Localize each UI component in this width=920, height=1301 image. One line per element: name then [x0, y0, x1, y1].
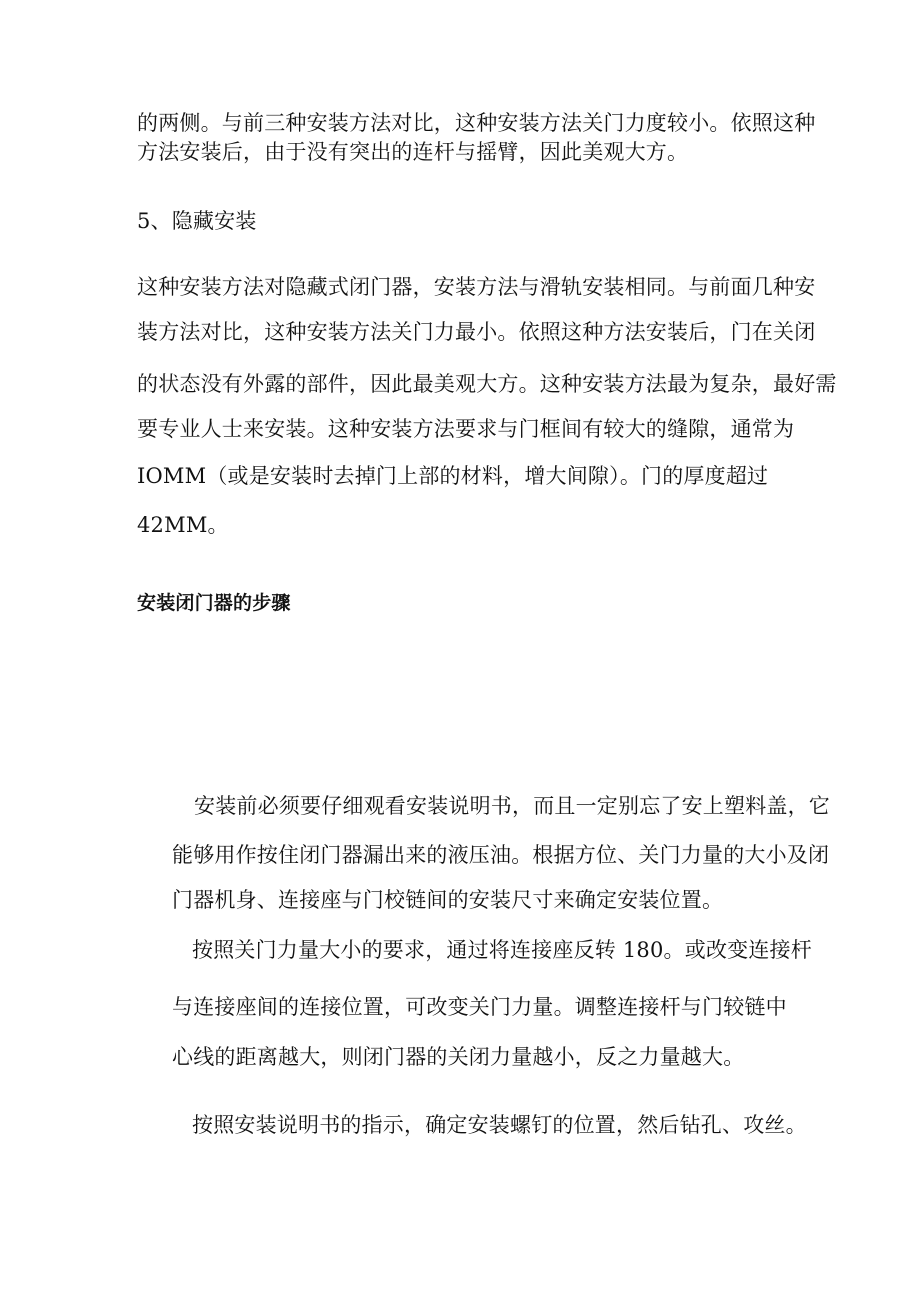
steps-heading: 安装闭门器的步骤 [137, 592, 291, 614]
section-5-line-1: 这种安装方法对隐藏式闭门器，安装方法与滑轨安装相同。与前面几种安 [137, 275, 816, 299]
intro-line-2: 方法安装后，由于没有突出的连杆与摇臂，因此美观大方。 [137, 140, 689, 164]
section-5-line-6: 42MM。 [137, 513, 229, 537]
section-5-line-4: 要专业人士来安装。这种安装方法要求与门框间有较大的缝隙，通常为 [137, 417, 795, 441]
section-5-line-5: IOMM（或是安装时去掉门上部的材料，增大间隙）。门的厚度超过 [137, 464, 769, 488]
steps-para-2-line-3: 心线的距离越大，则闭门器的关闭力量越小，反之力量越大。 [172, 1045, 745, 1069]
steps-para-1-line-2: 能够用作按住闭门器漏出来的液压油。根据方位、关门力量的大小及闭 [172, 843, 830, 867]
intro-line-1: 的两侧。与前三种安装方法对比，这种安装方法关门力度较小。依照这种 [137, 111, 816, 135]
steps-para-3-line-1: 按照安装说明书的指示，确定安装螺钉的位置，然后钻孔、攻丝。 [192, 1113, 807, 1137]
steps-para-1-line-3: 门器机身、连接座与门校链间的安装尺寸来确定安装位置。 [172, 888, 724, 912]
section-5-line-3: 的状态没有外露的部件，因此最美观大方。这种安装方法最为复杂，最好需 [137, 372, 837, 396]
steps-para-1-line-1: 安装前必须要仔细观看安装说明书，而且一定别忘了安上塑料盖，它 [194, 794, 830, 818]
section-5-line-2: 装方法对比，这种安装方法关门力最小。依照这种方法安装后，门在关闭 [137, 320, 816, 344]
section-5-heading: 5、隐藏安装 [137, 209, 257, 233]
steps-para-2-line-1: 按照关门力量大小的要求，通过将连接座反转 180。或改变连接杆 [192, 938, 812, 962]
steps-para-2-line-2: 与连接座间的连接位置，可改变关门力量。调整连接杆与门较链中 [172, 995, 787, 1019]
